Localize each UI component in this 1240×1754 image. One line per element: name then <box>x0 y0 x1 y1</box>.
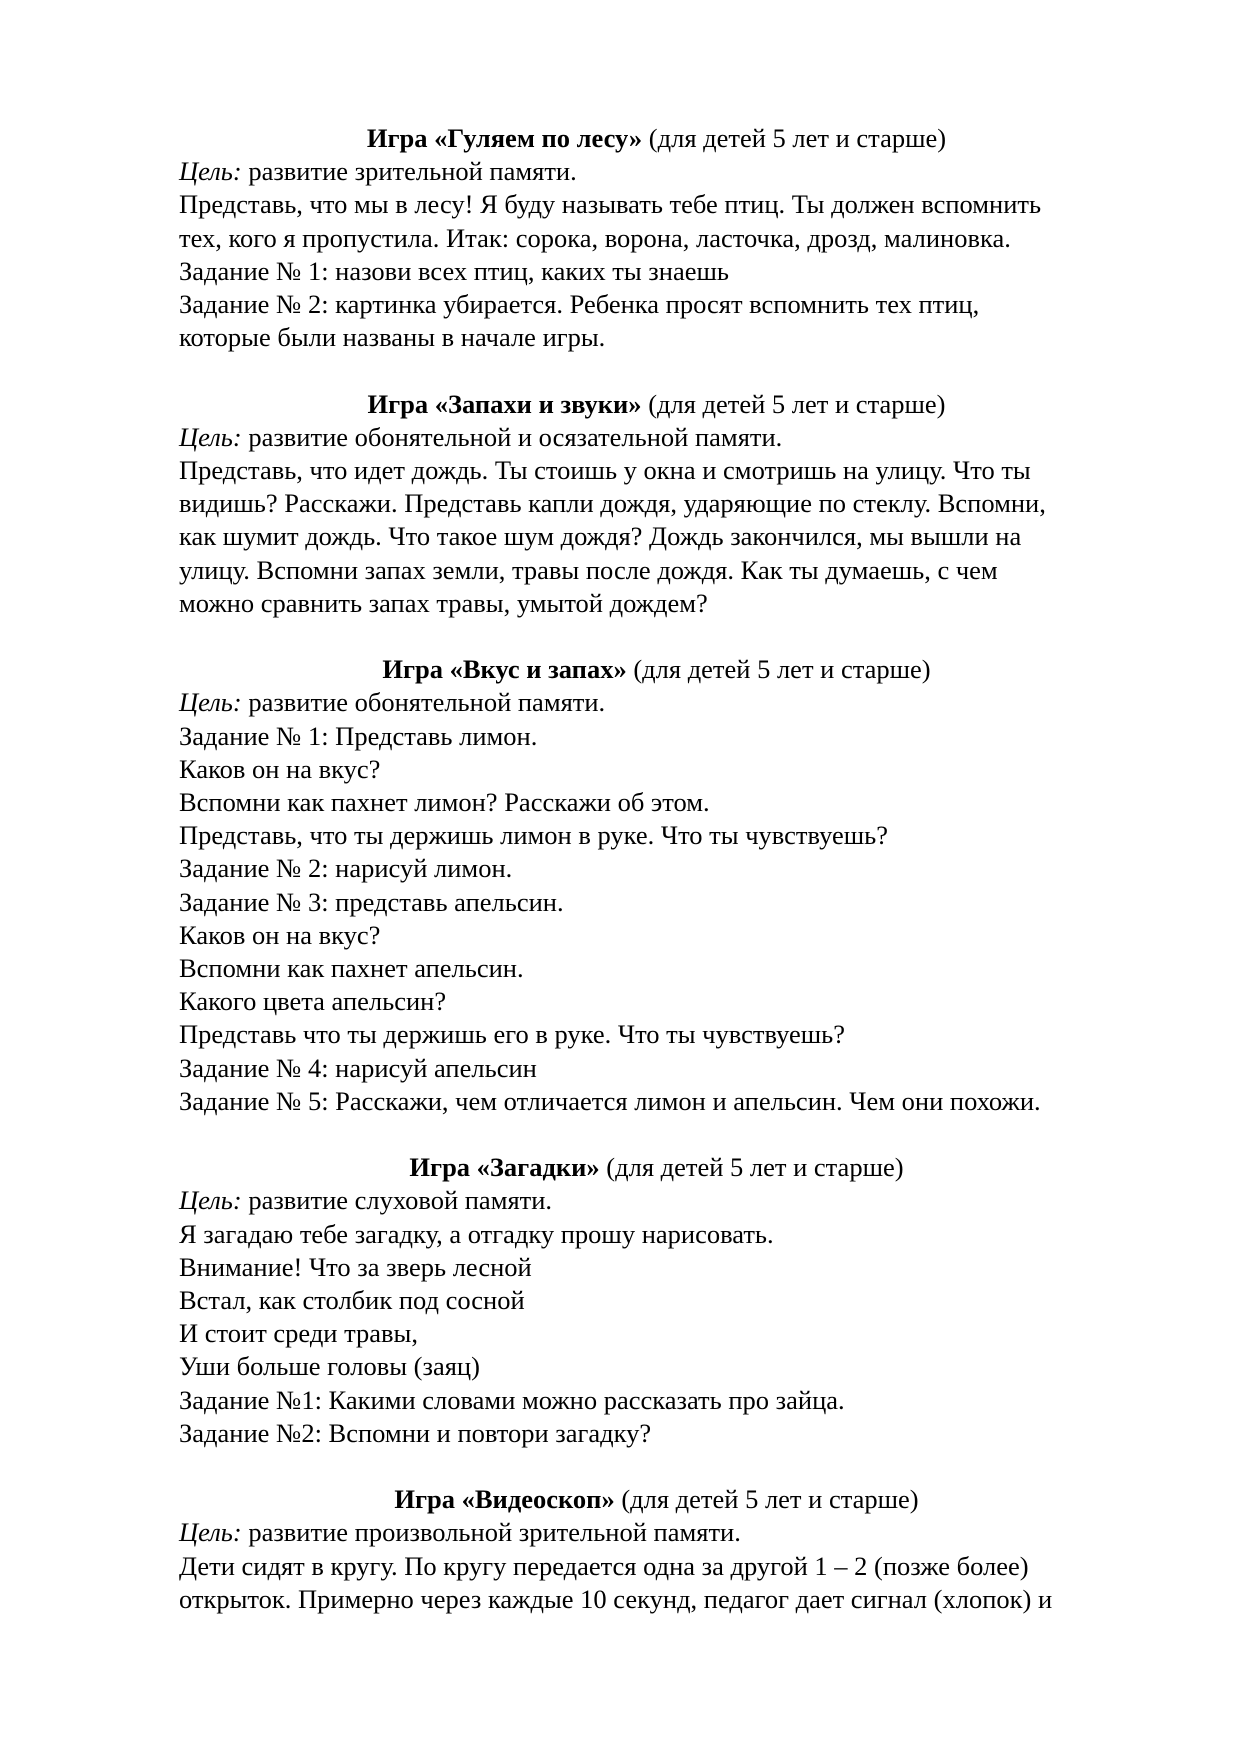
section-title <box>179 1483 1134 1516</box>
text-line: Уши больше головы (заяц) <box>179 1351 480 1382</box>
section-spacer <box>179 1118 1134 1151</box>
goal-label: Цель: <box>179 156 242 187</box>
game-name: Игра «Видеоскоп» <box>394 1484 615 1515</box>
text-line: Вспомни как пахнет апельсин. <box>179 953 524 984</box>
section-spacer <box>179 354 1134 387</box>
age-note: (для детей 5 лет и старше) <box>641 388 946 419</box>
text-line: Задание № 1: назови всех птиц, каких ты знаешь <box>179 255 729 286</box>
section-spacer <box>179 1450 1134 1483</box>
text-line: видишь? Расскажи. Представь капли дождя, ударяющие по стеклу. Вспомни, <box>179 488 1046 519</box>
text-line: Внимание! Что за зверь лесной <box>179 1251 532 1282</box>
text-line: Задание № 1: Представь лимон. <box>179 720 538 751</box>
text-line: Я загадаю тебе загадку, а отгадку прошу нарисовать. <box>179 1218 774 1249</box>
game-name: Игра «Гуляем по лесу» <box>366 123 643 153</box>
game-section <box>179 388 1134 620</box>
goal-line <box>179 421 1134 454</box>
section-title <box>179 653 1134 686</box>
document-page <box>179 122 1134 1616</box>
age-note: (для детей 5 лет и старше) <box>642 123 947 153</box>
text-line: Задание №2: Вспомни и повтори загадку? <box>179 1417 652 1448</box>
age-note: (для детей 5 лет и старше) <box>599 1152 904 1183</box>
text-line: Встал, как столбик под сосной <box>179 1285 525 1316</box>
text-line: Каков он на вкус? <box>179 919 381 950</box>
goal-line <box>179 1184 1134 1217</box>
text-line: Какого цвета апельсин? <box>179 986 447 1017</box>
goal-text: развитие слуховой памяти. <box>241 1185 553 1216</box>
text-line: улицу. Вспомни запах земли, травы после дождя. Как ты думаешь, с чем <box>179 554 998 585</box>
text-line: тех, кого я пропустила. Итак: сорока, ворона, ласточка, дрозд, малиновка. <box>179 222 1011 253</box>
goal-label: Цель: <box>179 1185 242 1216</box>
text-line: Задание № 2: нарисуй лимон. <box>179 853 513 884</box>
text-line: Представь, что идет дождь. Ты стоишь у окна и смотришь на улицу. Что ты <box>179 455 1031 486</box>
text-line: Задание № 4: нарисуй апельсин <box>179 1052 537 1083</box>
age-note: (для детей 5 лет и старше) <box>614 1484 919 1515</box>
section-title <box>179 1151 1134 1184</box>
game-section <box>179 653 1134 1118</box>
text-line: можно сравнить запах травы, умытой дождем? <box>179 587 708 618</box>
text-line: Задание № 3: представь апельсин. <box>179 886 564 917</box>
text-line: которые были названы в начале игры. <box>179 322 606 353</box>
game-name: Игра «Загадки» <box>409 1152 600 1183</box>
game-section <box>179 122 1134 354</box>
text-line: И стоит среди травы, <box>179 1318 418 1349</box>
game-name: Игра «Запахи и звуки» <box>367 388 642 419</box>
section-title <box>179 122 1134 155</box>
text-line: Задание № 2: картинка убирается. Ребенка просят вспомнить тех птиц, <box>179 289 980 320</box>
section-title <box>179 388 1134 421</box>
game-section <box>179 1151 1134 1450</box>
text-line: открыток. Примерно через каждые 10 секунд, педагог дает сигнал (хлопок) и <box>179 1583 1053 1614</box>
goal-line <box>179 686 1134 719</box>
section-spacer <box>179 620 1134 653</box>
text-line: Задание № 5: Расскажи, чем отличается лимон и апельсин. Чем они похожи. <box>179 1085 1041 1116</box>
text-line: Каков он на вкус? <box>179 753 381 784</box>
goal-text: развитие обонятельной и осязательной памяти. <box>241 421 783 452</box>
goal-line <box>179 155 1134 188</box>
game-name: Игра «Вкус и запах» <box>382 654 627 685</box>
text-line: Задание №1: Какими словами можно рассказать про зайца. <box>179 1384 845 1415</box>
goal-label: Цель: <box>179 687 242 718</box>
text-line: Дети сидят в кругу. По кругу передается одна за другой 1 – 2 (позже более) <box>179 1550 1029 1581</box>
text-line: Вспомни как пахнет лимон? Расскажи об этом. <box>179 787 710 818</box>
game-section <box>179 1483 1134 1616</box>
text-line: как шумит дождь. Что такое шум дождя? Дождь закончился, мы вышли на <box>179 521 1022 552</box>
goal-label: Цель: <box>179 1517 242 1548</box>
text-line: Представь что ты держишь его в руке. Что ты чувствуешь? <box>179 1019 845 1050</box>
goal-line <box>179 1516 1134 1549</box>
goal-label: Цель: <box>179 421 242 452</box>
text-line: Представь, что мы в лесу! Я буду называть тебе птиц. Ты должен вспомнить <box>179 189 1042 220</box>
goal-text: развитие произвольной зрительной памяти. <box>241 1517 741 1548</box>
text-line: Представь, что ты держишь лимон в руке. Что ты чувствуешь? <box>179 820 888 851</box>
goal-text: развитие обонятельной памяти. <box>241 687 606 718</box>
goal-text: развитие зрительной памяти. <box>241 156 577 187</box>
age-note: (для детей 5 лет и старше) <box>626 654 931 685</box>
